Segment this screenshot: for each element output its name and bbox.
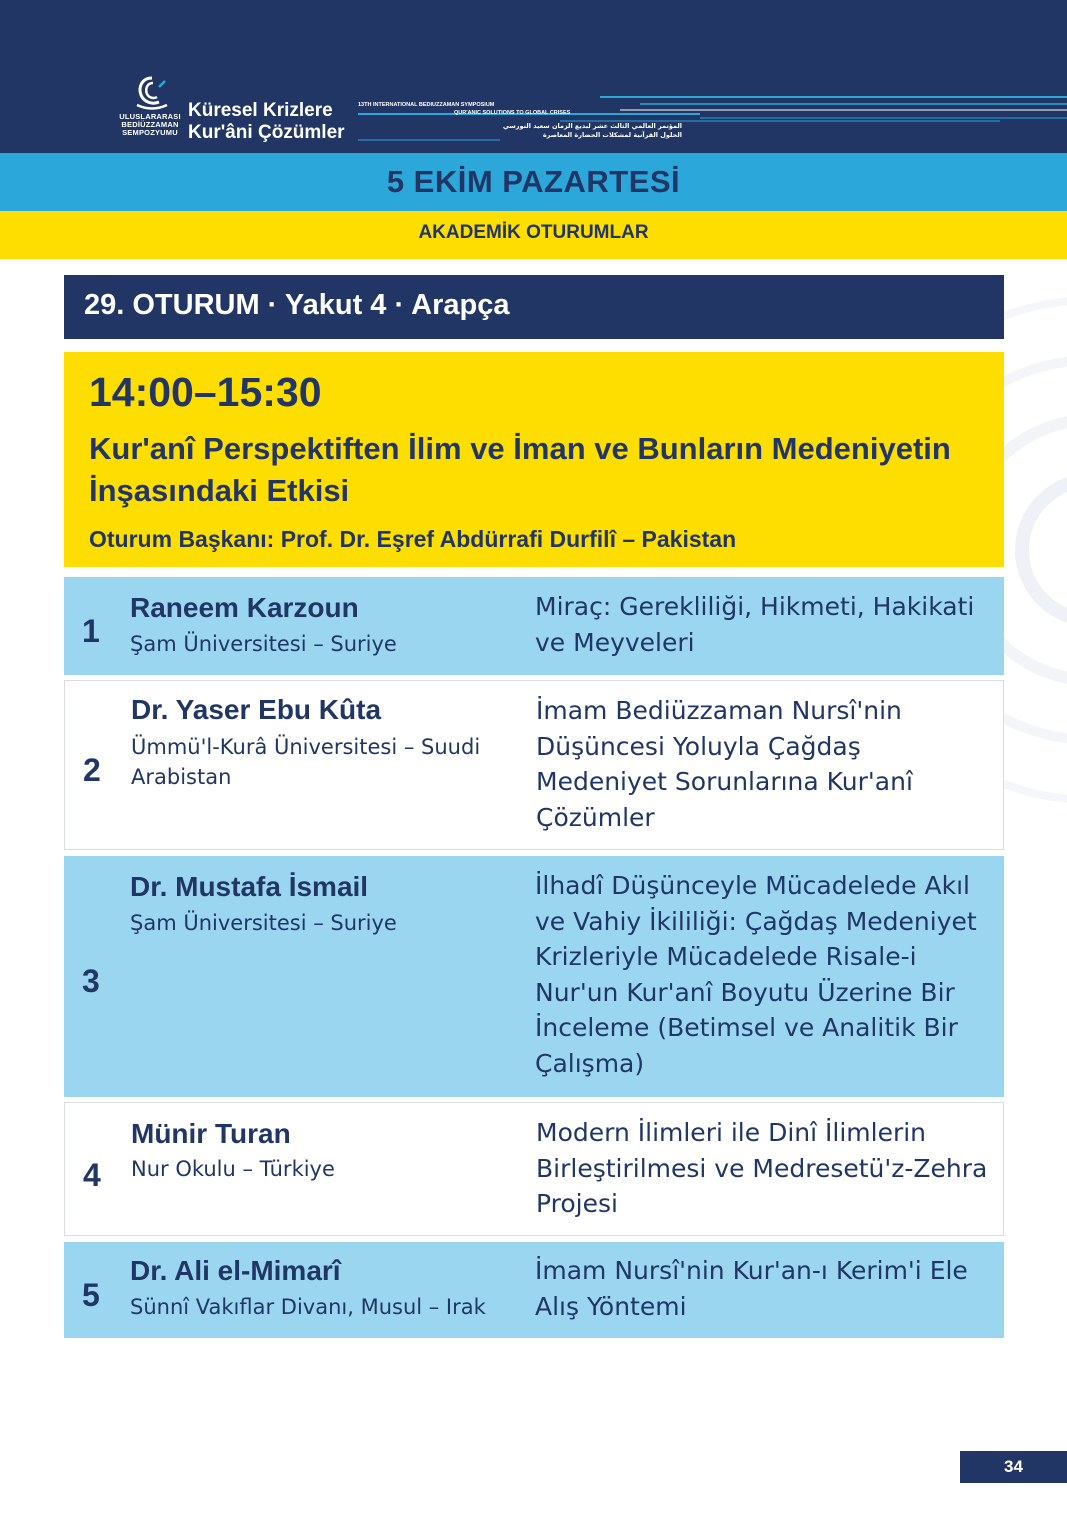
subheading-title: AKADEMİK OTURUMLAR (418, 222, 649, 243)
talk-row (64, 577, 1004, 675)
talk-title: İmam Nursî'nin Kur'an-ı Kerim'i Ele Alış Yöntemi (535, 1256, 968, 1321)
session-time: 14:00–15:30 (89, 369, 322, 415)
session-theme: Kur'anî Perspektiften İlim ve İman ve Bunların Medeniyetin İnşasındaki Etkisi (89, 431, 951, 508)
talk-number: 4 (83, 1157, 101, 1193)
symposium-english-title: 13TH INTERNATIONAL BEDIUZZAMAN SYMPOSIUM QUR'ANIC SOLUTIONS TO GLOBAL CRISES (358, 102, 571, 116)
talk-row (64, 1242, 1004, 1338)
symposium-logo-icon (132, 75, 172, 111)
symposium-arabic-title: المؤتمر العالمي الثالث عشر لبديع الزمان سعيد النورسي الحلول القرآنية لمشكلات الحضارة المعاصرة (502, 122, 682, 139)
talk-number: 2 (83, 752, 101, 788)
talk-number: 3 (82, 963, 100, 999)
talk-number: 1 (82, 613, 100, 649)
talk-title: İmam Bediüzzaman Nursî'nin Düşüncesi Yoluyla Çağdaş Medeniyet Sorunlarına Kur'anî Çözümler (536, 696, 913, 832)
side-decoration (997, 270, 1067, 830)
page-number: 34 (960, 1451, 1067, 1483)
logo-title: Küresel Krizlere Kur'âni Çözümler (188, 100, 345, 143)
speaker-name: Dr. Mustafa İsmail (130, 871, 369, 902)
speaker-name: Raneem Karzoun (130, 592, 359, 623)
session-info-box (64, 352, 1004, 567)
talk-row (64, 1102, 1004, 1236)
speaker-name: Dr. Ali el-Mimarî (130, 1255, 341, 1286)
page-header (0, 0, 1067, 153)
day-banner (0, 153, 1067, 211)
talk-number: 5 (82, 1277, 100, 1313)
day-title: 5 EKİM PAZARTESİ (386, 164, 681, 199)
logo-small-text: ULUSLARARASI BEDİÜZZAMAN SEMPOZYUMU (119, 112, 181, 137)
session-bar (64, 275, 1004, 339)
talk-row (64, 680, 1004, 850)
session-chair: Oturum Başkanı: Prof. Dr. Eşref Abdürrafi Durfilî – Pakistan (89, 526, 737, 552)
speaker-name: Dr. Yaser Ebu Kûta (131, 694, 382, 725)
speaker-affiliation: Şam Üniversitesi – Suriye (130, 632, 397, 656)
talk-title: Modern İlimleri ile Dinî İlimlerin Birleştirilmesi ve Medresetü'z-Zehra Projesi (536, 1118, 988, 1218)
speaker-affiliation: Nur Okulu – Türkiye (131, 1157, 335, 1181)
talk-row (64, 856, 1004, 1097)
speaker-name: Münir Turan (131, 1118, 291, 1149)
speaker-affiliation: Sünnî Vakıflar Divanı, Musul – Irak (130, 1295, 486, 1319)
speaker-affiliation: Şam Üniversitesi – Suriye (130, 911, 397, 935)
subheading-banner (0, 211, 1067, 259)
speaker-affiliation: Ümmü'l-Kurâ Üniversitesi – Suudi Arabistan (131, 735, 481, 789)
session-title: 29. OTURUM · Yakut 4 · Arapça (84, 289, 510, 321)
talk-title: İlhadî Düşünceyle Mücadelede Akıl ve Vahiy İkililiği: Çağdaş Medeniyet Krizleriyle Mücadelede Risale-i Nur'un Kur'anî Boyutu Üzerine Bir İnceleme (Betimsel ve Analitik Bir Çalışma) (535, 871, 977, 1078)
talk-title: Miraç: Gerekliliği, Hikmeti, Hakikati ve Meyveleri (535, 592, 975, 657)
